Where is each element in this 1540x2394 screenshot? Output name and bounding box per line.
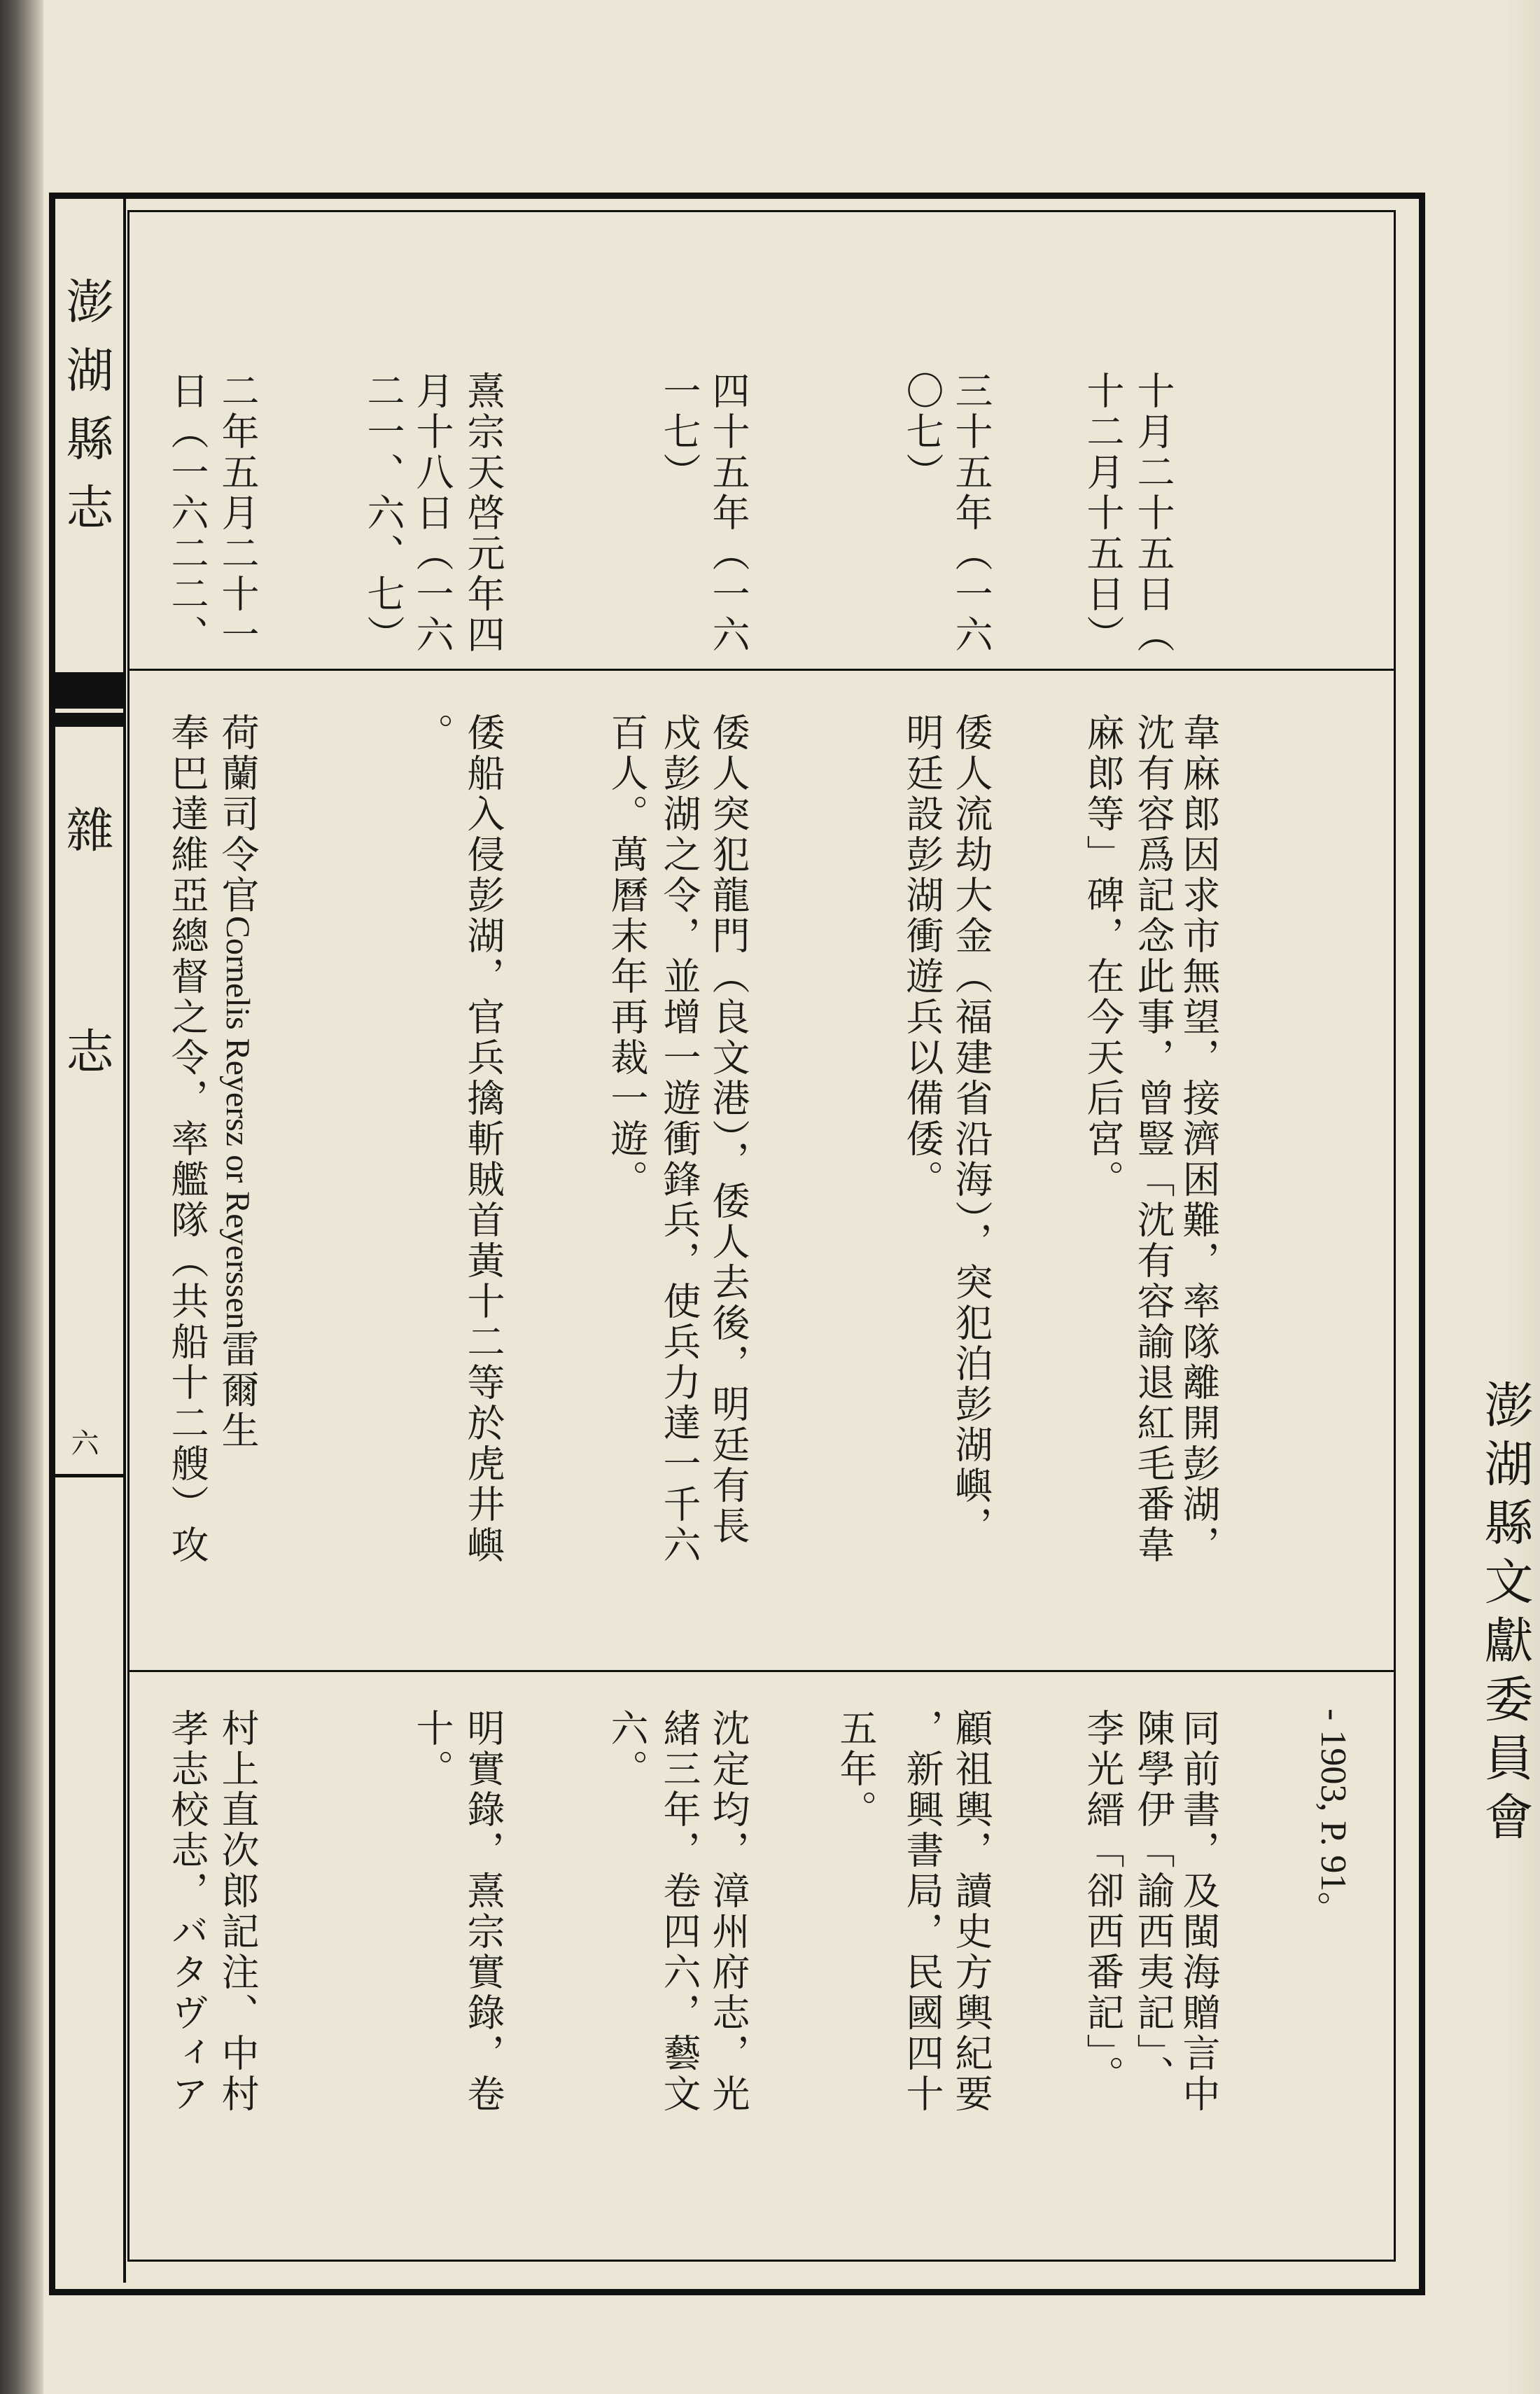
entry-5-event-line-1 [216,713,260,1452]
entry-2-date-line-1: 三十五年（一六 [949,371,993,655]
entry-3-event-line-1: 倭人突犯龍門（良文港），倭人去後，明廷有長 [706,713,750,1547]
entry-1-source-line-4: 李光縉「卻西番記」。 [1081,1708,1125,2096]
entry-1-source-line-1: - 1903, P. 91。 [1313,1708,1353,1928]
entry-1-event-line-2: 沈有容爲記念此事，曾豎「沈有容諭退紅毛番韋 [1131,713,1175,1566]
entry-2-event-line-1: 倭人流劫大金（福建省沿海），突犯泊彭湖嶼， [949,713,993,1547]
entry-5-source-line-1: 村上直次郎記注、中村 [216,1708,260,2115]
entry-3-date-line-1: 四十五年（一六 [706,371,750,655]
entry-4-source-line-2: 十。 [410,1708,454,1790]
entry-4-event-line-1: 倭船入侵彭湖，官兵擒斬賊首黃十二等於虎井嶼 [461,713,505,1566]
entry-4-source-line-1: 明實錄，熹宗實錄，卷 [461,1708,505,2115]
entry-3-source-line-3: 六。 [605,1708,649,1790]
entry-4-date-line-3: 二一、六、七） [361,371,405,655]
entry-5-date-line-1: 二年五月二十一 [216,371,260,655]
entry-3-event-line-2: 戍彭湖之令，並增一遊衝鋒兵，使兵力達一千六 [657,713,701,1566]
book-title: 澎湖縣志 [58,277,113,551]
entry-5-event-line-2: 奉巴達維亞總督之令，率艦隊（共船十二艘）攻 [165,713,209,1566]
entry-4-date-line-1: 熹宗天啓元年四 [461,371,505,655]
entry-2-source-line-2: ，新興書局，民國四十 [900,1708,944,2115]
entry-1-source-line-3: 陳學伊「諭西夷記」、 [1131,1708,1175,2096]
entry-2-source-line-3: 五年。 [834,1708,878,1830]
page-number: 六 [66,1428,99,1456]
entry-4-date-line-2: 月十八日（一六 [410,371,454,655]
entry-2-date-line-2: 〇七） [900,371,944,493]
entry-4-event-line-2: 。 [410,713,454,753]
entry-5-event-line-1-latin: Cornelis Reyersz or Reyerssen [219,916,256,1330]
entry-1-date-line-2: 十二月十五日） [1081,371,1125,655]
entry-1-source-line-2: 同前書，及閩海贈言中 [1177,1708,1221,2115]
entry-2-source-line-1: 顧祖輿，讀史方輿紀要 [949,1708,993,2115]
entry-1-date-line-1: 十月二十五日（ [1131,371,1175,655]
publisher-name: 澎湖縣文獻委員會 [1476,1379,1534,1850]
entry-2-event-line-2: 明廷設彭湖衝遊兵以備倭。 [900,713,944,1200]
entry-3-source-line-1: 沈定均，漳州府志，光 [706,1708,750,2115]
entry-5-date-line-2: 日（一六二二、 [165,371,209,655]
entry-5-event-line-1-post: 雷爾生 [216,1329,260,1452]
entry-5-event-line-1-pre: 荷蘭司令官 [216,713,260,916]
entry-5-source-line-2: 孝志校志，バタヴィア [165,1708,209,2115]
entry-1-event-line-3: 麻郎等」碑，在今天后宮。 [1081,713,1125,1200]
entry-1-event-line-1: 韋麻郎因求市無望，接濟困難，率隊離開彭湖， [1177,713,1221,1566]
entry-3-date-line-2: 一七） [657,371,701,493]
entry-3-source-line-2: 緒三年，卷四六，藝文 [657,1708,701,2115]
entry-3-event-line-3: 百人。萬曆末年再裁一遊。 [605,713,649,1200]
section-title: 雜 志 [58,805,113,1137]
